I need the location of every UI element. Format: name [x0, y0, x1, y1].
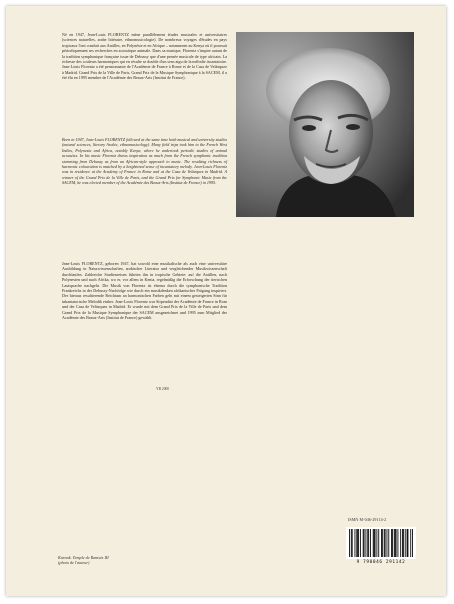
barcode-bar [357, 529, 358, 557]
barcode-bar [354, 529, 355, 557]
biography-german-text: Jean-Louis FLORENTZ, geboren 1947, hat sowohl eine musikalische als auch eine universitäre Ausbildung in Naturwissenschaften, arabischer Literatur und vergleichender Musikwissenschaft durchlaufen. Zahlreiche Studienreisen führten ihn in tropische Gebiete: auf die Antillen, nach Polynesien und nach Afrika, wo er, vor allem in Kenia, regelmäßig die Erforschung der tierischen Lautsprache nachgeht. Die Musik von Florentz ist ebenso durch die symphonische Tradition Frankreichs in der Debussy-Nachfolge wie durch ein musikdenken afrikanischer Prägung inspiriert. Der hieraus resultierende Reichtum an harmonischen Farben geht mit einem gesteigerten Sinn für inkantatorische Melodik einher. Jean-Louis Florentz war Stipendiat der Académie de France in Rom und der Casa de Velázquez in Madrid. Er wurde mit dem Grand Prix de la Ville de Paris und dem Grand Prix de la Musique Symphonique der SACEM ausgezeichnet und 1995 zum Mitglied der Académie des Beaux-Arts (Institut de France) gewählt. [62, 261, 227, 321]
barcode-bars [346, 527, 416, 559]
barcode-bar [364, 529, 365, 557]
barcode-bar [365, 529, 366, 557]
barcode-bar [368, 529, 369, 557]
barcode-bar [373, 529, 374, 557]
barcode [346, 527, 416, 559]
cover-caption-title: Karnak. Temple de Ramsès III [58, 555, 109, 560]
back-cover-page [6, 6, 446, 596]
barcode-bar [391, 529, 392, 557]
barcode-bar [402, 529, 403, 557]
barcode-bar [367, 529, 368, 557]
cover-caption [58, 555, 109, 566]
barcode-bar [374, 529, 375, 557]
barcode-bar [405, 529, 406, 557]
barcode-bar [381, 529, 382, 557]
barcode-bar [397, 529, 398, 557]
biography-english-text: Born in 1947, Jean-Louis FLORENTZ followed at the same time both musical and university studies (natural sciences, literary Arabic, ethnomusicology). Many field trips took him to the French West Indies, Polynesia and Africa, notably Kenya, where he undertook periodic studies of animal acoustics. In his music Florentz draws inspiration as much from the French symphonic tradition stemming from Debussy as from an African-style approach to music. The resulting richness of harmonic colouration is matched by a heightened sense of incantatory melody. Jean-Louis Florentz was in residence at the Academy of France in Rome and at the Casa de Velázquez in Madrid. A winner of the Grand Prix de la Ville de Paris, and the Grand Prix for Symphonic Music from the SACEM, he was elected member of the Académie des Beaux-Arts (Institut de France) in 1995. [62, 137, 227, 186]
barcode-bar [385, 529, 386, 557]
portrait-image [236, 32, 414, 217]
biography-german [62, 261, 227, 320]
biography-french-text: Né en 1947, Jean-Louis FLORENTZ mène parallèlement études musicales et universitaires (sciences naturelles, arabe littéraire, ethnomusicologie). De nombreux voyages d'études en pays tropicaux l'ont conduit aux Antilles, en Polynésie et en Afrique – notamment au Kenya où il poursuit périodiquement ses recherches en acoustique animale. Dans sa musique, Florentz s'inspire autant de la tradition symphonique française issue de Debussy que d'une pensée musicale de type africain. La richesse des couleurs harmoniques qui en résulte se double d'un sens aigu de la mélodie incantatoire. Jean-Louis Florentz a été pensionnaire de l'Académie de France à Rome et de la Casa de Velázquez à Madrid. Grand Prix de la Ville de Paris, Grand Prix de la Musique Symphonique à la SACEM, il a été élu en 1995 membre de l'Académie des Beaux-Arts (Institut de France). [62, 32, 227, 81]
barcode-bar [395, 529, 396, 557]
composer-portrait-photo [236, 32, 414, 217]
barcode-bar [378, 529, 379, 557]
barcode-bar [388, 529, 389, 557]
barcode-bar [376, 529, 377, 557]
barcode-bar [358, 529, 359, 557]
biography-english [62, 137, 227, 186]
barcode-bar [386, 529, 387, 557]
barcode-bar [356, 529, 357, 557]
barcode-bar [360, 529, 361, 557]
cover-caption-credit: (photo de l'auteur) [58, 560, 90, 566]
barcode-bar [394, 529, 395, 557]
barcode-bar [384, 529, 385, 557]
barcode-bar [363, 529, 364, 557]
barcode-bar [403, 529, 404, 557]
barcode-bar [375, 529, 376, 557]
barcode-bar [370, 529, 371, 557]
barcode-bar [410, 529, 411, 557]
barcode-bar [407, 529, 408, 557]
photo-credit: photo : Hervé ROLLE [406, 103, 410, 132]
barcode-bar [382, 529, 383, 557]
barcode-bar [400, 529, 401, 557]
barcode-bar [392, 529, 393, 557]
barcode-bar [349, 529, 350, 557]
barcode-number: 9 790046 291142 [356, 560, 406, 565]
barcode-bar [352, 529, 353, 557]
barcode-bar [351, 529, 352, 557]
barcode-bar [396, 529, 397, 557]
ismn-number: ISMN M-046-29114-2 [348, 517, 387, 522]
biography-french [62, 32, 227, 81]
colophon-code: YB 2000 [156, 387, 170, 391]
barcode-bar [412, 529, 413, 557]
barcode-bar [408, 529, 409, 557]
